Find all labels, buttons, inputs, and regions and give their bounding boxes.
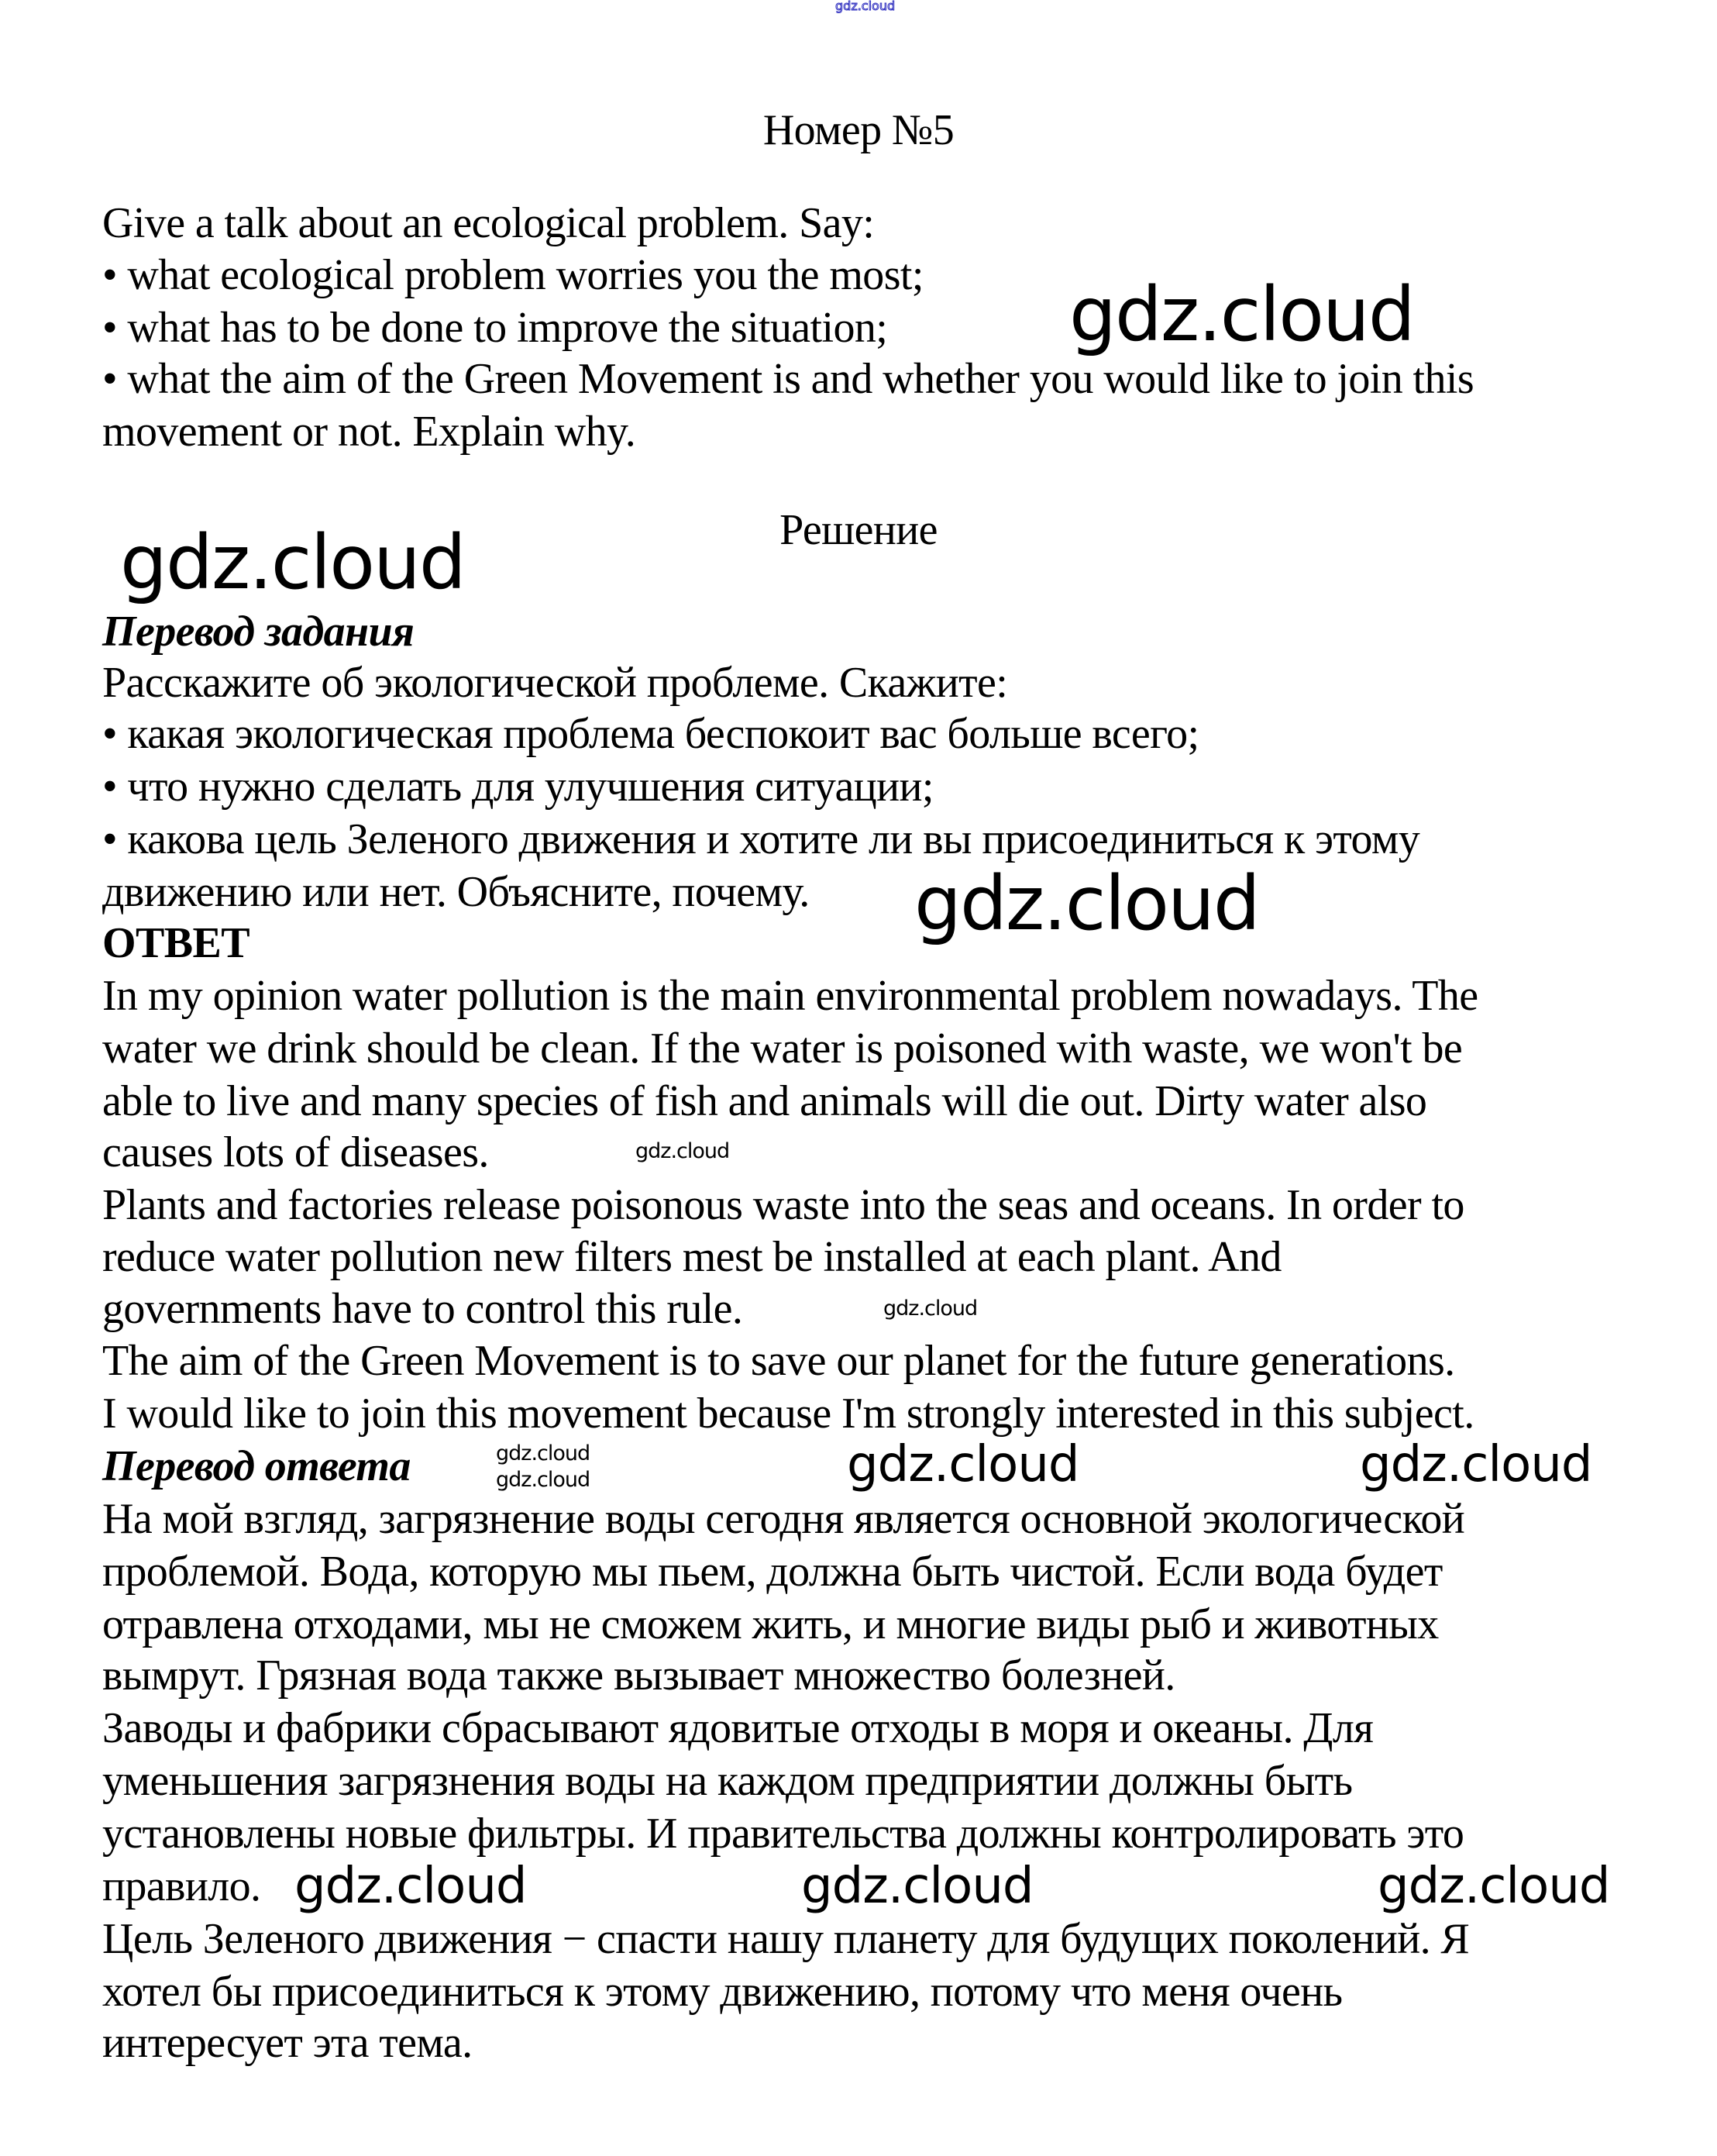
translation-line: движению или нет. Объясните, почему. [102, 868, 810, 916]
watermark: gdz.cloud [294, 1858, 527, 1915]
answer-line: Plants and factories release poisonous waste into the seas and oceans. In order to [102, 1181, 1464, 1229]
watermark: gdz.cloud [914, 860, 1259, 947]
watermark: gdz.cloud [1360, 1436, 1592, 1493]
task-line: • what has to be done to improve the situation; [102, 304, 888, 352]
task-line: Give a talk about an ecological problem. Say: [102, 199, 875, 247]
task-line: • what the aim of the Green Movement is and whether you would like to join this [102, 355, 1474, 403]
answer-heading: ОТВЕТ [102, 919, 249, 967]
translation-line: Расскажите об экологической проблеме. Скажите: [102, 659, 1008, 707]
header-watermark[interactable]: gdz.cloud [835, 0, 896, 13]
translation-line: интересует эта тема. [102, 2019, 473, 2067]
translation-line: проблемой. Вода, которую мы пьем, должна быть чистой. Если вода будет [102, 1548, 1443, 1596]
watermark: gdz.cloud [120, 519, 465, 606]
translation-line: хотел бы присоединиться к этому движению, потому что меня очень [102, 1968, 1343, 2016]
watermark: gdz.cloud [801, 1858, 1034, 1915]
watermark: gdz.cloud [1378, 1858, 1610, 1915]
translation-line: уменьшения загрязнения воды на каждом предприятии должны быть [102, 1757, 1353, 1805]
task-translation-heading: Перевод задания [102, 608, 415, 656]
answer-line: The aim of the Green Movement is to save our planet for the future generations. [102, 1337, 1455, 1385]
page-title: Номер №5 [762, 106, 955, 154]
translation-line: установлены новые фильтры. И правительства должны контролировать это [102, 1810, 1464, 1858]
translation-line: правило. [102, 1862, 261, 1910]
translation-line: Цель Зеленого движения − спасти нашу планету для будущих поколений. Я [102, 1915, 1470, 1963]
answer-line: governments have to control this rule. [102, 1285, 743, 1333]
watermark: gdz.cloud [635, 1139, 730, 1163]
translation-line: • какова цель Зеленого движения и хотите ли вы присоединиться к этому [102, 815, 1420, 863]
translation-line: вымрут. Грязная вода также вызывает множество болезней. [102, 1651, 1175, 1700]
watermark: gdz.cloud [496, 1441, 590, 1465]
answer-translation-heading: Перевод ответа [102, 1442, 411, 1490]
task-line: • what ecological problem worries you the most; [102, 251, 924, 299]
translation-line: На мой взгляд, загрязнение воды сегодня является основной экологической [102, 1495, 1465, 1543]
translation-line: отравлена отходами, мы не сможем жить, и многие виды рыб и животных [102, 1600, 1439, 1648]
answer-line: I would like to join this movement because I'm strongly interested in this subject. [102, 1390, 1474, 1438]
watermark: gdz.cloud [847, 1436, 1079, 1493]
solution-label: Решение [779, 506, 938, 554]
watermark: gdz.cloud [1069, 271, 1414, 358]
translation-line: Заводы и фабрики сбрасывают ядовитые отходы в моря и океаны. Для [102, 1704, 1374, 1752]
answer-line: reduce water pollution new filters mest be installed at each plant. And [102, 1233, 1282, 1281]
answer-line: able to live and many species of fish and animals will die out. Dirty water also [102, 1077, 1427, 1125]
watermark: gdz.cloud [883, 1297, 978, 1321]
answer-line: causes lots of diseases. [102, 1128, 489, 1176]
answer-line: In my opinion water pollution is the main environmental problem nowadays. The [102, 972, 1478, 1020]
translation-line: • какая экологическая проблема беспокоит вас больше всего; [102, 710, 1199, 758]
translation-line: • что нужно сделать для улучшения ситуации; [102, 763, 934, 811]
answer-line: water we drink should be clean. If the water is poisoned with waste, we won't be [102, 1025, 1463, 1073]
task-line: movement or not. Explain why. [102, 408, 636, 456]
watermark: gdz.cloud [496, 1468, 590, 1492]
